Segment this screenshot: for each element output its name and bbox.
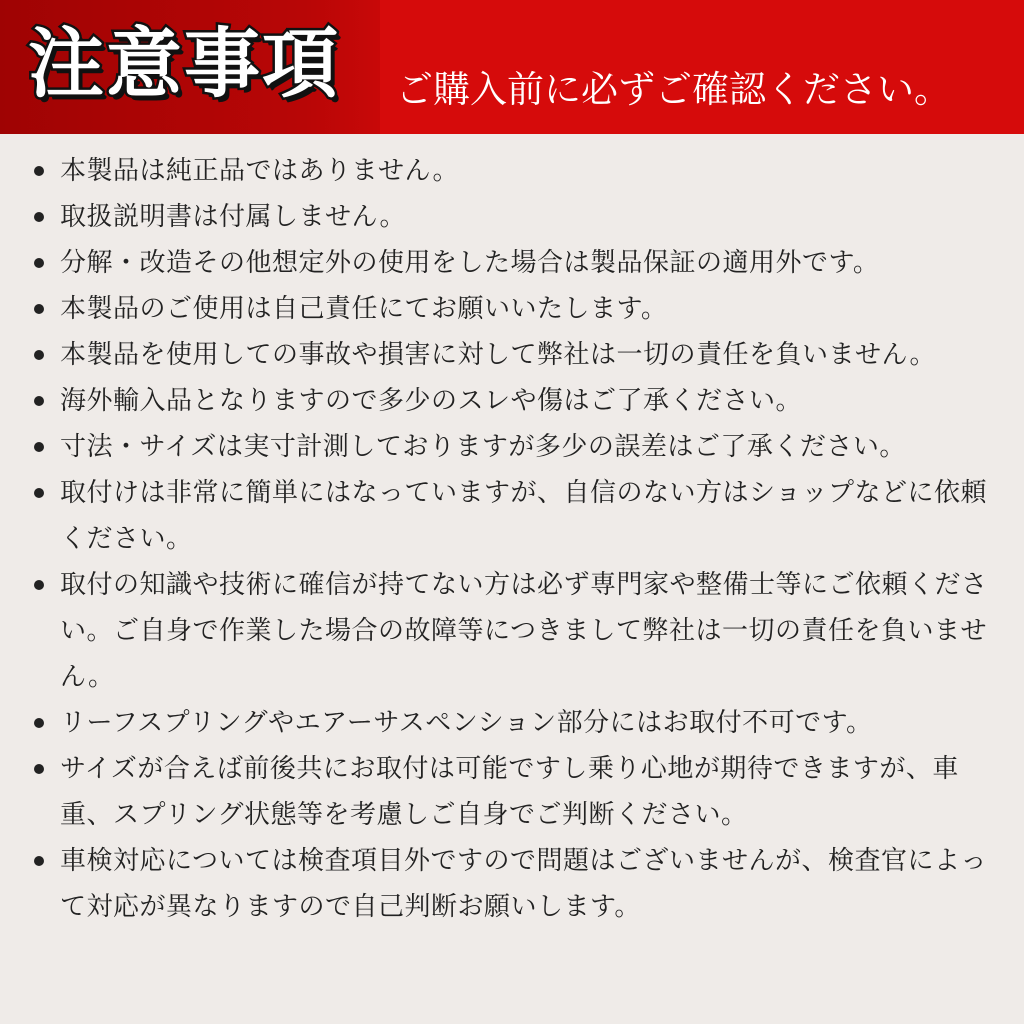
bullet-icon <box>34 856 44 866</box>
note-text: 取扱説明書は付属しません。 <box>60 202 407 232</box>
note-text: 分解・改造その他想定外の使用をした場合は製品保証の適用外です。 <box>60 248 880 278</box>
note-text: 取付けは非常に簡単にはなっていますが、自信のない方はショップなどに依頼ください。 <box>60 478 987 554</box>
note-text: サイズが合えば前後共にお取付は可能ですし乗り心地が期待できますが、車重、スプリング状態等を考慮しご自身でご判断ください。 <box>60 754 959 830</box>
list-item <box>34 286 1004 332</box>
list-item <box>34 746 1004 838</box>
note-text: 取付の知識や技術に確信が持てない方は必ず専門家や整備士等にご依頼ください。ご自身で作業した場合の故障等につきまして弊社は一切の責任を負いません。 <box>60 570 988 692</box>
note-text: 海外輸入品となりますので多少のスレや傷はご了承ください。 <box>60 386 803 416</box>
bullet-icon <box>34 764 44 774</box>
list-item <box>34 562 1004 700</box>
header-banner <box>0 0 1024 134</box>
list-item <box>34 470 1004 562</box>
bullet-icon <box>34 258 44 268</box>
page-subtitle: ご購入前に必ずご確認ください。 <box>396 68 951 111</box>
page-title: 注意事項 <box>28 19 340 108</box>
bullet-icon <box>34 350 44 360</box>
list-item <box>34 424 1004 470</box>
bullet-icon <box>34 580 44 590</box>
bullet-icon <box>34 442 44 452</box>
bullet-icon <box>34 718 44 728</box>
list-item <box>34 838 1004 930</box>
list-item <box>34 148 1004 194</box>
note-text: 本製品は純正品ではありません。 <box>60 156 460 186</box>
bullet-icon <box>34 166 44 176</box>
note-text: 車検対応については検査項目外ですので問題はございませんが、検査官によって対応が異なりますので自己判断お願いします。 <box>60 846 987 922</box>
bullet-icon <box>34 304 44 314</box>
list-item <box>34 194 1004 240</box>
notes-list <box>34 148 1004 930</box>
note-text: 本製品を使用しての事故や損害に対して弊社は一切の責任を負いません。 <box>60 340 937 370</box>
list-item <box>34 332 1004 378</box>
note-text: 本製品のご使用は自己責任にてお願いいたします。 <box>60 294 668 324</box>
list-item <box>34 378 1004 424</box>
bullet-icon <box>34 488 44 498</box>
bullet-icon <box>34 212 44 222</box>
list-item <box>34 240 1004 286</box>
list-item <box>34 700 1004 746</box>
note-text: リーフスプリングやエアーサスペンション部分にはお取付不可です。 <box>60 708 873 738</box>
bullet-icon <box>34 396 44 406</box>
note-text: 寸法・サイズは実寸計測しておりますが多少の誤差はご了承ください。 <box>60 432 906 462</box>
